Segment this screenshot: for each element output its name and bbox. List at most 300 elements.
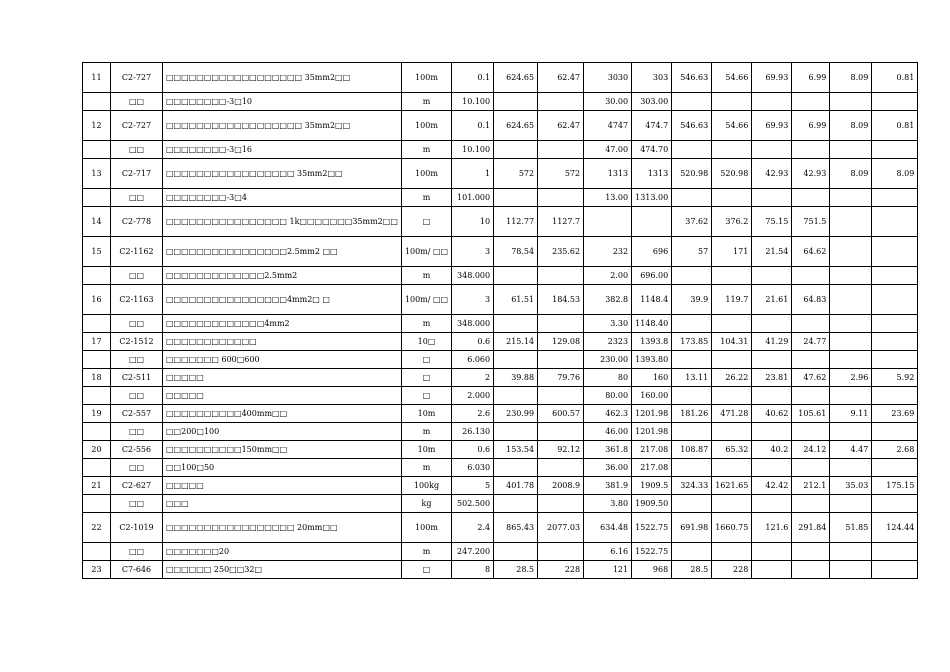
total-price-cell: 228: [538, 561, 584, 579]
machine-total-cell: [792, 561, 830, 579]
quota-table: [82, 62, 918, 579]
labor-total-cell: [712, 495, 752, 513]
machine-unit-cell: [752, 141, 792, 159]
labor-total-cell: [712, 459, 752, 477]
item-name-cell: □□□□□□□□□□□□□□□□□□ 35mm2□□: [163, 63, 402, 93]
material-unit-price-cell: 2.00: [584, 267, 632, 285]
quantity-cell: 1: [452, 159, 494, 189]
machine-total-cell: [792, 93, 830, 111]
row-number-cell: [83, 267, 111, 285]
material-total-cell: 160: [632, 369, 672, 387]
machine-total-cell: 291.84: [792, 513, 830, 543]
material-unit-price-cell: 382.8: [584, 285, 632, 315]
other-total-cell: [872, 315, 918, 333]
quota-code-cell: C2-511: [111, 369, 163, 387]
item-name-cell: □□□□□□□□□□□□□4mm2: [163, 315, 402, 333]
item-name-cell: □□□□□□□□-3□10: [163, 93, 402, 111]
labor-unit-cell: 546.63: [672, 111, 712, 141]
other-unit-cell: [830, 333, 872, 351]
quantity-cell: 348.000: [452, 315, 494, 333]
total-price-cell: [538, 267, 584, 285]
other-unit-cell: [830, 351, 872, 369]
other-unit-cell: [830, 285, 872, 315]
unit-price-cell: [494, 351, 538, 369]
labor-total-cell: 520.98: [712, 159, 752, 189]
machine-unit-cell: 21.61: [752, 285, 792, 315]
machine-total-cell: [792, 351, 830, 369]
table-row: [83, 93, 918, 111]
quantity-cell: 6.030: [452, 459, 494, 477]
total-price-cell: [538, 495, 584, 513]
unit-cell: m: [401, 93, 451, 111]
material-total-cell: 474.7: [632, 111, 672, 141]
total-price-cell: 572: [538, 159, 584, 189]
quantity-cell: 3: [452, 285, 494, 315]
other-total-cell: [872, 351, 918, 369]
other-unit-cell: [830, 237, 872, 267]
other-unit-cell: 35.03: [830, 477, 872, 495]
quota-code-cell: C2-1512: [111, 333, 163, 351]
total-price-cell: [538, 141, 584, 159]
labor-unit-cell: [672, 495, 712, 513]
other-total-cell: 175.15: [872, 477, 918, 495]
table-row: [83, 315, 918, 333]
row-number-cell: 19: [83, 405, 111, 423]
other-total-cell: [872, 237, 918, 267]
other-total-cell: [872, 207, 918, 237]
unit-price-cell: [494, 141, 538, 159]
labor-unit-cell: 546.63: [672, 63, 712, 93]
item-name-cell: □□□□□□□ 600□600: [163, 351, 402, 369]
machine-unit-cell: 23.81: [752, 369, 792, 387]
unit-cell: m: [401, 141, 451, 159]
other-total-cell: 2.68: [872, 441, 918, 459]
quantity-cell: 26.130: [452, 423, 494, 441]
labor-unit-cell: [672, 189, 712, 207]
unit-cell: m: [401, 423, 451, 441]
material-total-cell: 217.08: [632, 441, 672, 459]
quota-code-cell: □□: [111, 93, 163, 111]
table-row: [83, 285, 918, 315]
labor-total-cell: 1621.65: [712, 477, 752, 495]
unit-cell: m: [401, 459, 451, 477]
machine-total-cell: 24.77: [792, 333, 830, 351]
item-name-cell: □□□□□□□□□□□□□□□□□ 35mm2□□: [163, 159, 402, 189]
material-unit-price-cell: [584, 207, 632, 237]
row-number-cell: [83, 543, 111, 561]
other-total-cell: 0.81: [872, 63, 918, 93]
total-price-cell: [538, 315, 584, 333]
item-name-cell: □□□□□□□□□□□□□□□□ 1k□□□□□□□35mm2□□: [163, 207, 402, 237]
machine-unit-cell: [752, 267, 792, 285]
quota-code-cell: C2-557: [111, 405, 163, 423]
labor-total-cell: 65.32: [712, 441, 752, 459]
machine-unit-cell: 42.93: [752, 159, 792, 189]
item-name-cell: □□□□□: [163, 477, 402, 495]
unit-cell: 100m: [401, 63, 451, 93]
quantity-cell: 101.000: [452, 189, 494, 207]
row-number-cell: [83, 351, 111, 369]
table-row: [83, 159, 918, 189]
row-number-cell: 16: [83, 285, 111, 315]
machine-total-cell: [792, 387, 830, 405]
quota-code-cell: □□: [111, 267, 163, 285]
material-total-cell: [632, 207, 672, 237]
machine-unit-cell: [752, 561, 792, 579]
material-total-cell: 1522.75: [632, 513, 672, 543]
unit-cell: □: [401, 207, 451, 237]
item-name-cell: □□□□□□□□□□□□: [163, 333, 402, 351]
quota-code-cell: □□: [111, 351, 163, 369]
labor-total-cell: 54.66: [712, 63, 752, 93]
machine-unit-cell: 41.29: [752, 333, 792, 351]
quota-code-cell: C2-1163: [111, 285, 163, 315]
labor-unit-cell: [672, 141, 712, 159]
table-row: [83, 333, 918, 351]
machine-total-cell: [792, 459, 830, 477]
quota-code-cell: C2-727: [111, 111, 163, 141]
machine-unit-cell: 40.62: [752, 405, 792, 423]
unit-price-cell: [494, 423, 538, 441]
unit-price-cell: 61.51: [494, 285, 538, 315]
unit-cell: 100m: [401, 513, 451, 543]
labor-total-cell: 171: [712, 237, 752, 267]
labor-unit-cell: [672, 387, 712, 405]
machine-unit-cell: [752, 387, 792, 405]
unit-price-cell: [494, 495, 538, 513]
material-unit-price-cell: 232: [584, 237, 632, 267]
machine-unit-cell: [752, 543, 792, 561]
table-body: [83, 63, 918, 579]
labor-total-cell: 54.66: [712, 111, 752, 141]
unit-price-cell: 39.88: [494, 369, 538, 387]
material-total-cell: 160.00: [632, 387, 672, 405]
table-row: [83, 267, 918, 285]
total-price-cell: 62.47: [538, 111, 584, 141]
material-total-cell: 1201.98: [632, 405, 672, 423]
unit-cell: □: [401, 351, 451, 369]
unit-price-cell: 624.65: [494, 63, 538, 93]
machine-total-cell: 6.99: [792, 63, 830, 93]
row-number-cell: [83, 93, 111, 111]
labor-unit-cell: 39.9: [672, 285, 712, 315]
unit-price-cell: [494, 315, 538, 333]
unit-cell: m: [401, 267, 451, 285]
machine-total-cell: 47.62: [792, 369, 830, 387]
table-row: [83, 477, 918, 495]
material-total-cell: 1313: [632, 159, 672, 189]
total-price-cell: 235.62: [538, 237, 584, 267]
other-unit-cell: 8.09: [830, 159, 872, 189]
material-total-cell: 474.70: [632, 141, 672, 159]
labor-total-cell: [712, 387, 752, 405]
machine-unit-cell: [752, 423, 792, 441]
material-unit-price-cell: 3030: [584, 63, 632, 93]
unit-price-cell: [494, 93, 538, 111]
labor-unit-cell: 173.85: [672, 333, 712, 351]
quota-code-cell: □□: [111, 459, 163, 477]
unit-price-cell: 28.5: [494, 561, 538, 579]
other-total-cell: [872, 333, 918, 351]
quantity-cell: 2.4: [452, 513, 494, 543]
labor-unit-cell: 520.98: [672, 159, 712, 189]
labor-unit-cell: 324.33: [672, 477, 712, 495]
item-name-cell: □□□□□□□□□□□□□□□□□ 20mm□□: [163, 513, 402, 543]
item-name-cell: □□200□100: [163, 423, 402, 441]
machine-total-cell: 42.93: [792, 159, 830, 189]
machine-unit-cell: 40.2: [752, 441, 792, 459]
total-price-cell: 62.47: [538, 63, 584, 93]
unit-cell: m: [401, 189, 451, 207]
machine-unit-cell: [752, 351, 792, 369]
table-row: [83, 513, 918, 543]
machine-total-cell: [792, 267, 830, 285]
labor-unit-cell: 13.11: [672, 369, 712, 387]
machine-total-cell: [792, 141, 830, 159]
row-number-cell: [83, 141, 111, 159]
machine-total-cell: 751.5: [792, 207, 830, 237]
unit-cell: m: [401, 315, 451, 333]
total-price-cell: 184.53: [538, 285, 584, 315]
machine-unit-cell: 121.6: [752, 513, 792, 543]
unit-price-cell: 112.77: [494, 207, 538, 237]
row-number-cell: [83, 387, 111, 405]
other-total-cell: 0.81: [872, 111, 918, 141]
row-number-cell: 17: [83, 333, 111, 351]
unit-cell: 100m: [401, 111, 451, 141]
other-unit-cell: [830, 423, 872, 441]
labor-total-cell: 104.31: [712, 333, 752, 351]
other-unit-cell: [830, 267, 872, 285]
table-row: [83, 351, 918, 369]
material-unit-price-cell: 80: [584, 369, 632, 387]
quota-code-cell: C2-727: [111, 63, 163, 93]
labor-total-cell: [712, 351, 752, 369]
machine-unit-cell: 42.42: [752, 477, 792, 495]
unit-price-cell: 78.54: [494, 237, 538, 267]
table-row: [83, 495, 918, 513]
machine-total-cell: 6.99: [792, 111, 830, 141]
labor-unit-cell: 181.26: [672, 405, 712, 423]
unit-price-cell: 401.78: [494, 477, 538, 495]
material-unit-price-cell: 3.80: [584, 495, 632, 513]
material-unit-price-cell: 381.9: [584, 477, 632, 495]
quantity-cell: 0.1: [452, 63, 494, 93]
other-unit-cell: [830, 459, 872, 477]
quantity-cell: 0.6: [452, 441, 494, 459]
machine-unit-cell: 21.54: [752, 237, 792, 267]
material-unit-price-cell: 2323: [584, 333, 632, 351]
material-unit-price-cell: 1313: [584, 159, 632, 189]
quota-code-cell: □□: [111, 315, 163, 333]
machine-unit-cell: 75.15: [752, 207, 792, 237]
labor-total-cell: [712, 543, 752, 561]
item-name-cell: □□□□□: [163, 369, 402, 387]
item-name-cell: □□□: [163, 495, 402, 513]
total-price-cell: 1127.7: [538, 207, 584, 237]
unit-price-cell: [494, 543, 538, 561]
quota-code-cell: □□: [111, 141, 163, 159]
total-price-cell: 2008.9: [538, 477, 584, 495]
machine-unit-cell: [752, 93, 792, 111]
other-unit-cell: 2.96: [830, 369, 872, 387]
labor-total-cell: 1660.75: [712, 513, 752, 543]
unit-price-cell: [494, 387, 538, 405]
other-total-cell: [872, 189, 918, 207]
labor-total-cell: [712, 315, 752, 333]
machine-total-cell: 105.61: [792, 405, 830, 423]
unit-cell: □: [401, 561, 451, 579]
row-number-cell: 20: [83, 441, 111, 459]
machine-total-cell: [792, 495, 830, 513]
material-total-cell: 1148.40: [632, 315, 672, 333]
material-unit-price-cell: 361.8: [584, 441, 632, 459]
machine-total-cell: [792, 543, 830, 561]
unit-cell: 100m/ □□: [401, 237, 451, 267]
item-name-cell: □□□□□: [163, 387, 402, 405]
quota-code-cell: C2-717: [111, 159, 163, 189]
unit-price-cell: 572: [494, 159, 538, 189]
other-unit-cell: [830, 189, 872, 207]
material-unit-price-cell: 4747: [584, 111, 632, 141]
material-total-cell: 1313.00: [632, 189, 672, 207]
quota-code-cell: C2-556: [111, 441, 163, 459]
total-price-cell: [538, 351, 584, 369]
unit-cell: 10m: [401, 405, 451, 423]
total-price-cell: [538, 387, 584, 405]
material-unit-price-cell: 634.48: [584, 513, 632, 543]
row-number-cell: 15: [83, 237, 111, 267]
total-price-cell: 600.57: [538, 405, 584, 423]
quantity-cell: 10.100: [452, 141, 494, 159]
labor-unit-cell: 57: [672, 237, 712, 267]
item-name-cell: □□□□□□□□□□150mm□□: [163, 441, 402, 459]
material-total-cell: 303.00: [632, 93, 672, 111]
unit-price-cell: 624.65: [494, 111, 538, 141]
quantity-cell: 502.500: [452, 495, 494, 513]
unit-cell: 10□: [401, 333, 451, 351]
quantity-cell: 348.000: [452, 267, 494, 285]
quota-code-cell: C7-646: [111, 561, 163, 579]
quantity-cell: 10.100: [452, 93, 494, 111]
labor-total-cell: [712, 423, 752, 441]
unit-cell: □: [401, 387, 451, 405]
row-number-cell: 14: [83, 207, 111, 237]
table-row: [83, 207, 918, 237]
machine-unit-cell: [752, 315, 792, 333]
total-price-cell: 79.76: [538, 369, 584, 387]
quantity-cell: 6.060: [452, 351, 494, 369]
unit-cell: □: [401, 369, 451, 387]
total-price-cell: [538, 423, 584, 441]
labor-total-cell: 228: [712, 561, 752, 579]
table-row: [83, 441, 918, 459]
material-total-cell: 1909.5: [632, 477, 672, 495]
material-total-cell: 217.08: [632, 459, 672, 477]
quantity-cell: 2.6: [452, 405, 494, 423]
total-price-cell: [538, 543, 584, 561]
item-name-cell: □□□□□□ 250□□32□: [163, 561, 402, 579]
table-row: [83, 387, 918, 405]
other-unit-cell: 51.85: [830, 513, 872, 543]
table-row: [83, 63, 918, 93]
quantity-cell: 3: [452, 237, 494, 267]
quantity-cell: 10: [452, 207, 494, 237]
machine-unit-cell: [752, 459, 792, 477]
item-name-cell: □□□□□□□□□□□□□□□□□□ 35mm2□□: [163, 111, 402, 141]
table-row: [83, 237, 918, 267]
unit-cell: 100m: [401, 159, 451, 189]
material-unit-price-cell: 80.00: [584, 387, 632, 405]
unit-price-cell: 215.14: [494, 333, 538, 351]
other-total-cell: 124.44: [872, 513, 918, 543]
quota-code-cell: □□: [111, 189, 163, 207]
other-total-cell: [872, 543, 918, 561]
labor-unit-cell: 691.98: [672, 513, 712, 543]
table-row: [83, 543, 918, 561]
total-price-cell: [538, 459, 584, 477]
material-total-cell: 1148.4: [632, 285, 672, 315]
quantity-cell: 2.000: [452, 387, 494, 405]
quantity-cell: 0.6: [452, 333, 494, 351]
unit-price-cell: 230.99: [494, 405, 538, 423]
quantity-cell: 2: [452, 369, 494, 387]
total-price-cell: [538, 93, 584, 111]
item-name-cell: □□□□□□□20: [163, 543, 402, 561]
material-total-cell: 303: [632, 63, 672, 93]
item-name-cell: □□□□□□□□-3□4: [163, 189, 402, 207]
unit-price-cell: [494, 267, 538, 285]
labor-unit-cell: 37.62: [672, 207, 712, 237]
item-name-cell: □□□□□□□□□□□□□□□□2.5mm2 □□: [163, 237, 402, 267]
material-unit-price-cell: 121: [584, 561, 632, 579]
quota-code-cell: C2-778: [111, 207, 163, 237]
table-row: [83, 423, 918, 441]
other-unit-cell: [830, 207, 872, 237]
machine-total-cell: [792, 315, 830, 333]
other-unit-cell: 8.09: [830, 111, 872, 141]
quantity-cell: 247.200: [452, 543, 494, 561]
other-total-cell: 5.92: [872, 369, 918, 387]
unit-cell: 10m: [401, 441, 451, 459]
labor-total-cell: [712, 93, 752, 111]
quota-code-cell: □□: [111, 387, 163, 405]
machine-total-cell: [792, 189, 830, 207]
labor-total-cell: 26.22: [712, 369, 752, 387]
row-number-cell: [83, 423, 111, 441]
labor-unit-cell: 28.5: [672, 561, 712, 579]
material-unit-price-cell: 46.00: [584, 423, 632, 441]
quota-code-cell: □□: [111, 495, 163, 513]
item-name-cell: □□100□50: [163, 459, 402, 477]
unit-cell: m: [401, 543, 451, 561]
table-row: [83, 141, 918, 159]
quota-code-cell: C2-1019: [111, 513, 163, 543]
table-row: [83, 561, 918, 579]
other-total-cell: [872, 561, 918, 579]
quantity-cell: 8: [452, 561, 494, 579]
material-total-cell: 1393.8: [632, 333, 672, 351]
row-number-cell: 13: [83, 159, 111, 189]
row-number-cell: [83, 189, 111, 207]
machine-total-cell: 212.1: [792, 477, 830, 495]
table-row: [83, 189, 918, 207]
material-total-cell: 968: [632, 561, 672, 579]
labor-unit-cell: [672, 267, 712, 285]
labor-total-cell: [712, 141, 752, 159]
other-total-cell: 23.69: [872, 405, 918, 423]
other-unit-cell: [830, 315, 872, 333]
